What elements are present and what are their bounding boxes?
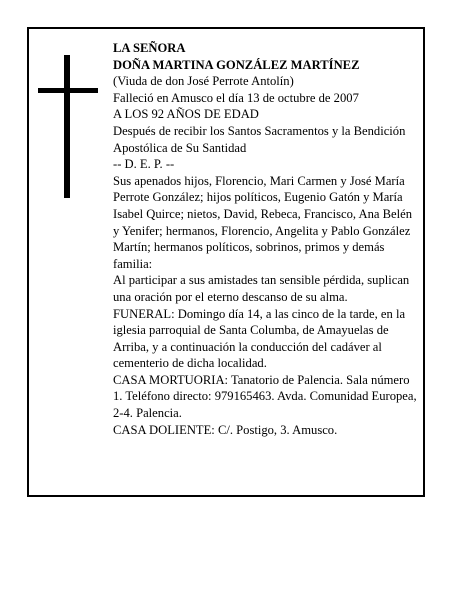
mortuary-paragraph: CASA MORTUORIA: Tanatorio de Palencia. Sala número 1. Teléfono directo: 979165463. Avda. Comunidad Europea, 2-4. Palencia. xyxy=(113,372,417,421)
death-line: Falleció en Amusco el día 13 de octubre de 2007 xyxy=(113,90,359,105)
age-line: A LOS 92 AÑOS DE EDAD xyxy=(113,107,259,122)
latin-cross-icon xyxy=(38,55,98,198)
obituary-text xyxy=(113,40,421,438)
sacraments-line: Después de recibir los Santos Sacramentos y la Bendición Apostólica de Su Santidad xyxy=(113,123,406,155)
cross-horizontal-bar xyxy=(38,88,98,93)
widow-line: (Viuda de don José Perrote Antolín) xyxy=(113,74,294,89)
funeral-paragraph: FUNERAL: Domingo día 14, a las cinco de la tarde, en la iglesia parroquial de Santa Columba, de Amayuelas de Arriba, y a continuación la conducción del cadáver al cementerio de dicha localidad. xyxy=(113,306,406,371)
cross-vertical-bar xyxy=(64,55,70,198)
deceased-name: DOÑA MARTINA GONZÁLEZ MARTÍNEZ xyxy=(113,57,360,72)
family-paragraph: Sus apenados hijos, Florencio, Mari Carmen y José María Perrote González; hijos políticos, Eugenio Gatón y María Isabel Quirce; nietos, David, Rebeca, Francisco, Ana Belén y Yenifer; hermanos, Florencio, Angelita y Pablo González Martín; hermanos políticos, sobrinos, primos y demás familia: xyxy=(113,173,413,271)
rip-line: -- D. E. P. -- xyxy=(113,157,175,172)
request-paragraph: Al participar a sus amistades tan sensible pérdida, suplican una oración por el eterno descanso de su alma. xyxy=(113,273,410,304)
notice-title: LA SEÑORA xyxy=(113,41,186,55)
grieving-house-paragraph: CASA DOLIENTE: C/. Postigo, 3. Amusco. xyxy=(113,422,338,437)
